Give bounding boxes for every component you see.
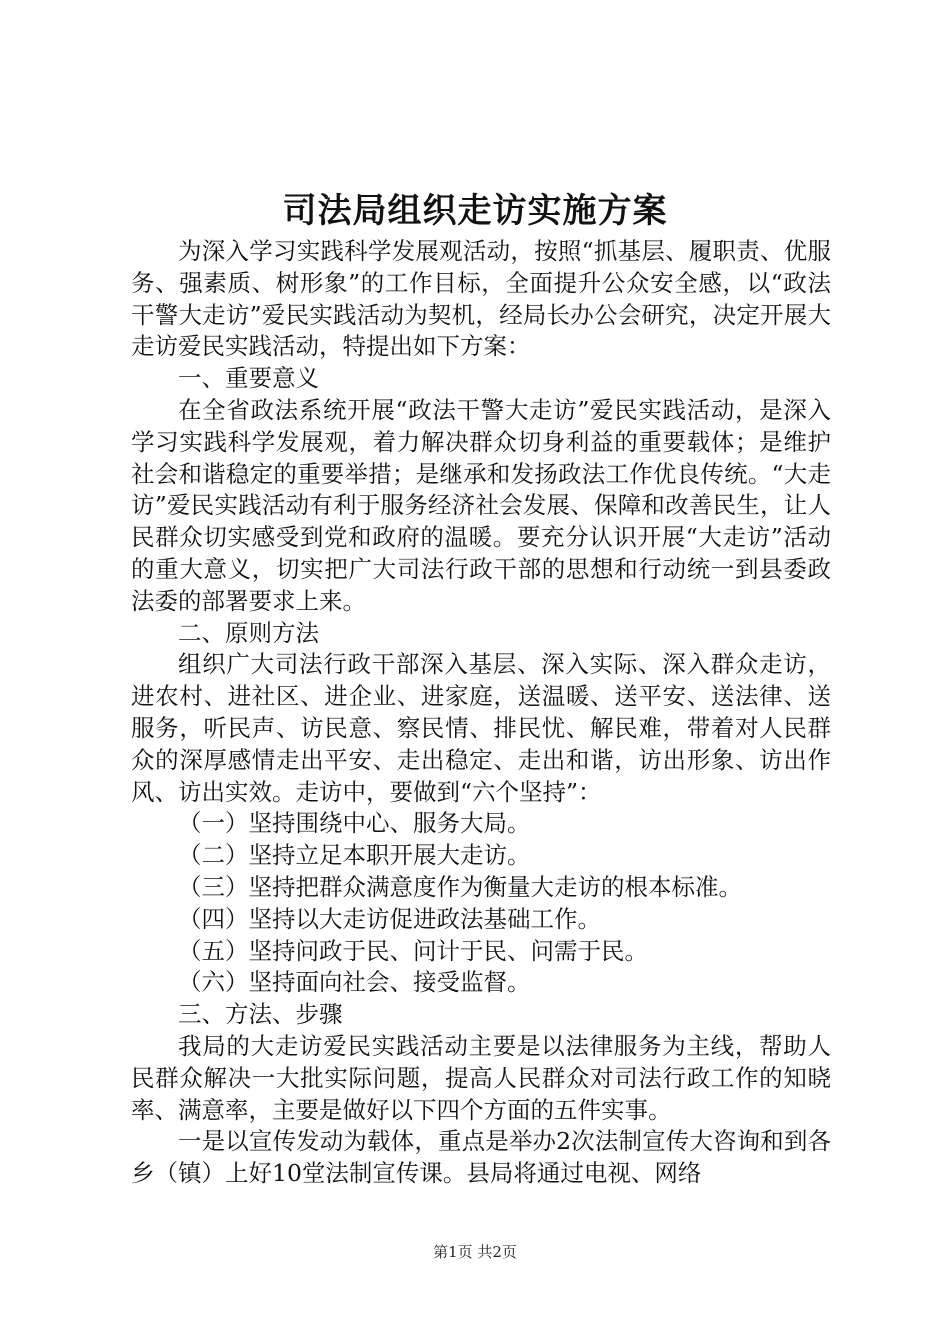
document-body — [131, 236, 831, 1190]
list-item-6: （六）坚持面向社会、接受监督。 — [178, 968, 531, 997]
paragraph-intro: 为深入学习实践科学发展观活动，按照“抓基层、履职责、优服务、强素质、树形象”的工作目标，全面提升公众安全感，以“政法干警大走访”爱民实践活动为契机，经局长办公会研究，决定开展大走访爱民实践活动，特提出如下方案： — [131, 237, 831, 361]
list-item-4: （四）坚持以大走访促进政法基础工作。 — [178, 904, 601, 933]
section-heading-2: 二、原则方法 — [178, 618, 319, 647]
document-title: 司法局组织走访实施方案 — [282, 191, 668, 231]
section-heading-1: 一、重要意义 — [178, 364, 319, 393]
list-item-2: （二）坚持立足本职开展大走访。 — [178, 841, 531, 870]
list-item-5: （五）坚持问政于民、问计于民、问需于民。 — [178, 936, 648, 965]
list-item-1: （一）坚持围绕中心、服务大局。 — [178, 809, 531, 838]
page-number-footer: 第1页 共2页 — [433, 1243, 517, 1261]
list-item-3: （三）坚持把群众满意度作为衡量大走访的根本标准。 — [178, 872, 742, 901]
paragraph-principles: 组织广大司法行政干部深入基层、深入实际、深入群众走访，进农村、进社区、进企业、进家庭，送温暖、送平安、送法律、送服务，听民声、访民意、察民情、排民忧、解民难，带着对人民群众的深厚感情走出平安、走出稳定、走出和谐，访出形象、访出作风、访出实效。走访中，要做到“六个坚持”： — [131, 650, 831, 806]
paragraph-methods: 我局的大走访爱民实践活动主要是以法律服务为主线，帮助人民群众解决一大批实际问题，提高人民群众对司法行政工作的知晓率、满意率，主要是做好以下四个方面的五件实事。 — [131, 1031, 831, 1124]
paragraph-first-task: 一是以宣传发动为载体，重点是举办2次法制宣传大咨询和到各乡（镇）上好10堂法制宣传课。县局将通过电视、网络 — [131, 1127, 831, 1188]
paragraph-significance: 在全省政法系统开展“政法干警大走访”爱民实践活动，是深入学习实践科学发展观，着力解决群众切身利益的重要载体；是维护社会和谐稳定的重要举措；是继承和发扬政法工作优良传统。“大走访”爱民实践活动有利于服务经济社会发展、保障和改善民生，让人民群众切实感受到党和政府的温暖。要充分认识开展“大走访”活动的重大意义，切实把广大司法行政干部的思想和行动统一到县委政法委的部署要求上来。 — [131, 395, 831, 615]
section-heading-3: 三、方法、步骤 — [178, 1000, 343, 1029]
